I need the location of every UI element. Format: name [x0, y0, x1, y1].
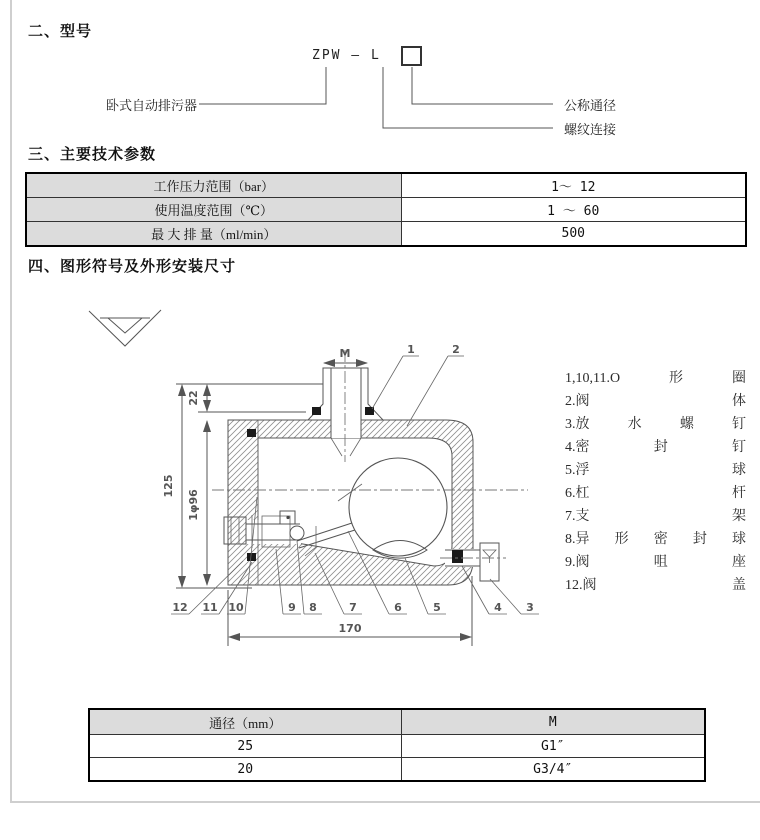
- size-cell: 20: [89, 758, 401, 782]
- cover-o-ring-top: [247, 429, 256, 437]
- size-cell: G1″: [401, 735, 705, 758]
- size-cell: G3/4″: [401, 758, 705, 782]
- seal-pin: [452, 550, 463, 563]
- list-item: [565, 482, 746, 505]
- model-label-nominal-diameter: 公称通径: [564, 98, 617, 113]
- section-model-heading: 二、型号: [28, 23, 93, 40]
- dim-M: M: [339, 347, 351, 360]
- callout-8: 8: [309, 601, 317, 614]
- size-cell: 25: [89, 735, 401, 758]
- param-label: 最 大 排 量（ml/min）: [26, 222, 401, 247]
- part-number: 5.: [565, 463, 576, 478]
- valve-body-section: [228, 420, 473, 585]
- callout-7: 7: [349, 601, 357, 614]
- table-row: [26, 173, 746, 198]
- list-item: [565, 505, 746, 528]
- part-name: 密封钉: [575, 440, 746, 455]
- drain-valve-symbol-icon: [89, 310, 161, 346]
- part-number: 7.: [565, 509, 576, 524]
- part-name: 支架: [575, 509, 746, 524]
- table-row: [89, 758, 705, 782]
- page-border-left: [10, 0, 12, 801]
- part-name: 阀体: [575, 394, 746, 409]
- callouts-bottom: [171, 497, 539, 614]
- callout-10: 10: [228, 601, 244, 614]
- callout-12: 12: [172, 601, 188, 614]
- param-value: 500: [401, 222, 746, 247]
- part-number: 3.: [565, 417, 576, 432]
- list-item: [565, 413, 746, 436]
- model-label-horizontal-drainer: 卧式自动排污器: [105, 98, 197, 113]
- callout-11: 11: [202, 601, 218, 614]
- dim-22: 22: [187, 390, 200, 406]
- model-size-box: [401, 46, 422, 66]
- seal-crescent: [373, 541, 427, 559]
- dim-125: 125: [162, 474, 175, 498]
- callouts-top: [372, 343, 464, 426]
- callout-2: 2: [452, 343, 460, 356]
- part-name: 放水螺钉: [575, 417, 746, 432]
- callout-6: 6: [394, 601, 402, 614]
- part-name: 异形密封球: [575, 532, 746, 547]
- callout-9: 9: [288, 601, 296, 614]
- size-col-header: M: [401, 709, 705, 735]
- model-diagram-lines: [199, 67, 553, 128]
- page-border-bottom: [10, 801, 760, 803]
- param-label: 工作压力范围（bar）: [26, 173, 401, 198]
- param-value: 1～ 12: [401, 173, 746, 198]
- part-number: 12.: [565, 578, 583, 593]
- param-label: 使用温度范围（℃）: [26, 198, 401, 222]
- params-table: [25, 172, 747, 247]
- float-ball: [349, 458, 447, 556]
- table-row: [26, 198, 746, 222]
- callout-5: 5: [433, 601, 441, 614]
- size-col-header: 通径（mm）: [89, 709, 401, 735]
- callout-3: 3: [526, 601, 534, 614]
- parts-list: [565, 367, 746, 597]
- part-number: 8.: [565, 532, 576, 547]
- list-item: [565, 390, 746, 413]
- part-name: 杠杆: [575, 486, 746, 501]
- list-item: [565, 436, 746, 459]
- list-item: [565, 367, 746, 390]
- list-item: [565, 574, 746, 597]
- section-params-heading: 三、主要技术参数: [28, 146, 157, 163]
- part-number: 6.: [565, 486, 576, 501]
- callout-4: 4: [494, 601, 502, 614]
- list-item: [565, 528, 746, 551]
- dim-1phi96: 1φ96: [187, 489, 200, 521]
- size-table: [88, 708, 706, 782]
- part-name: 阀咀座: [575, 555, 746, 570]
- table-row: [26, 222, 746, 247]
- list-item: [565, 459, 746, 482]
- callout-1: 1: [407, 343, 415, 356]
- part-number: 2.: [565, 394, 576, 409]
- model-label-thread-connection: 螺纹连接: [564, 122, 617, 137]
- table-row: [89, 735, 705, 758]
- section-drawing-heading: 四、图形符号及外形安装尺寸: [28, 258, 237, 275]
- part-name: 阀盖: [582, 578, 746, 593]
- part-number: 4.: [565, 440, 576, 455]
- dim-170: 170: [338, 622, 362, 635]
- model-code-text: ZPW — L: [312, 48, 381, 63]
- seal-ball: [290, 526, 304, 540]
- drain-fitting: [440, 543, 506, 581]
- table-header-row: [89, 709, 705, 735]
- list-item: [565, 551, 746, 574]
- param-value: 1 ～ 60: [401, 198, 746, 222]
- threaded-port: [308, 368, 383, 456]
- part-number: 9.: [565, 555, 576, 570]
- cover-o-ring-bottom: [247, 553, 256, 561]
- o-ring-left: [312, 407, 321, 415]
- part-number: 1,10,11.: [565, 371, 610, 386]
- nozzle-assembly: [224, 511, 358, 556]
- part-name: O形圈: [609, 371, 746, 386]
- o-ring-right: [365, 407, 374, 415]
- part-name: 浮球: [575, 463, 746, 478]
